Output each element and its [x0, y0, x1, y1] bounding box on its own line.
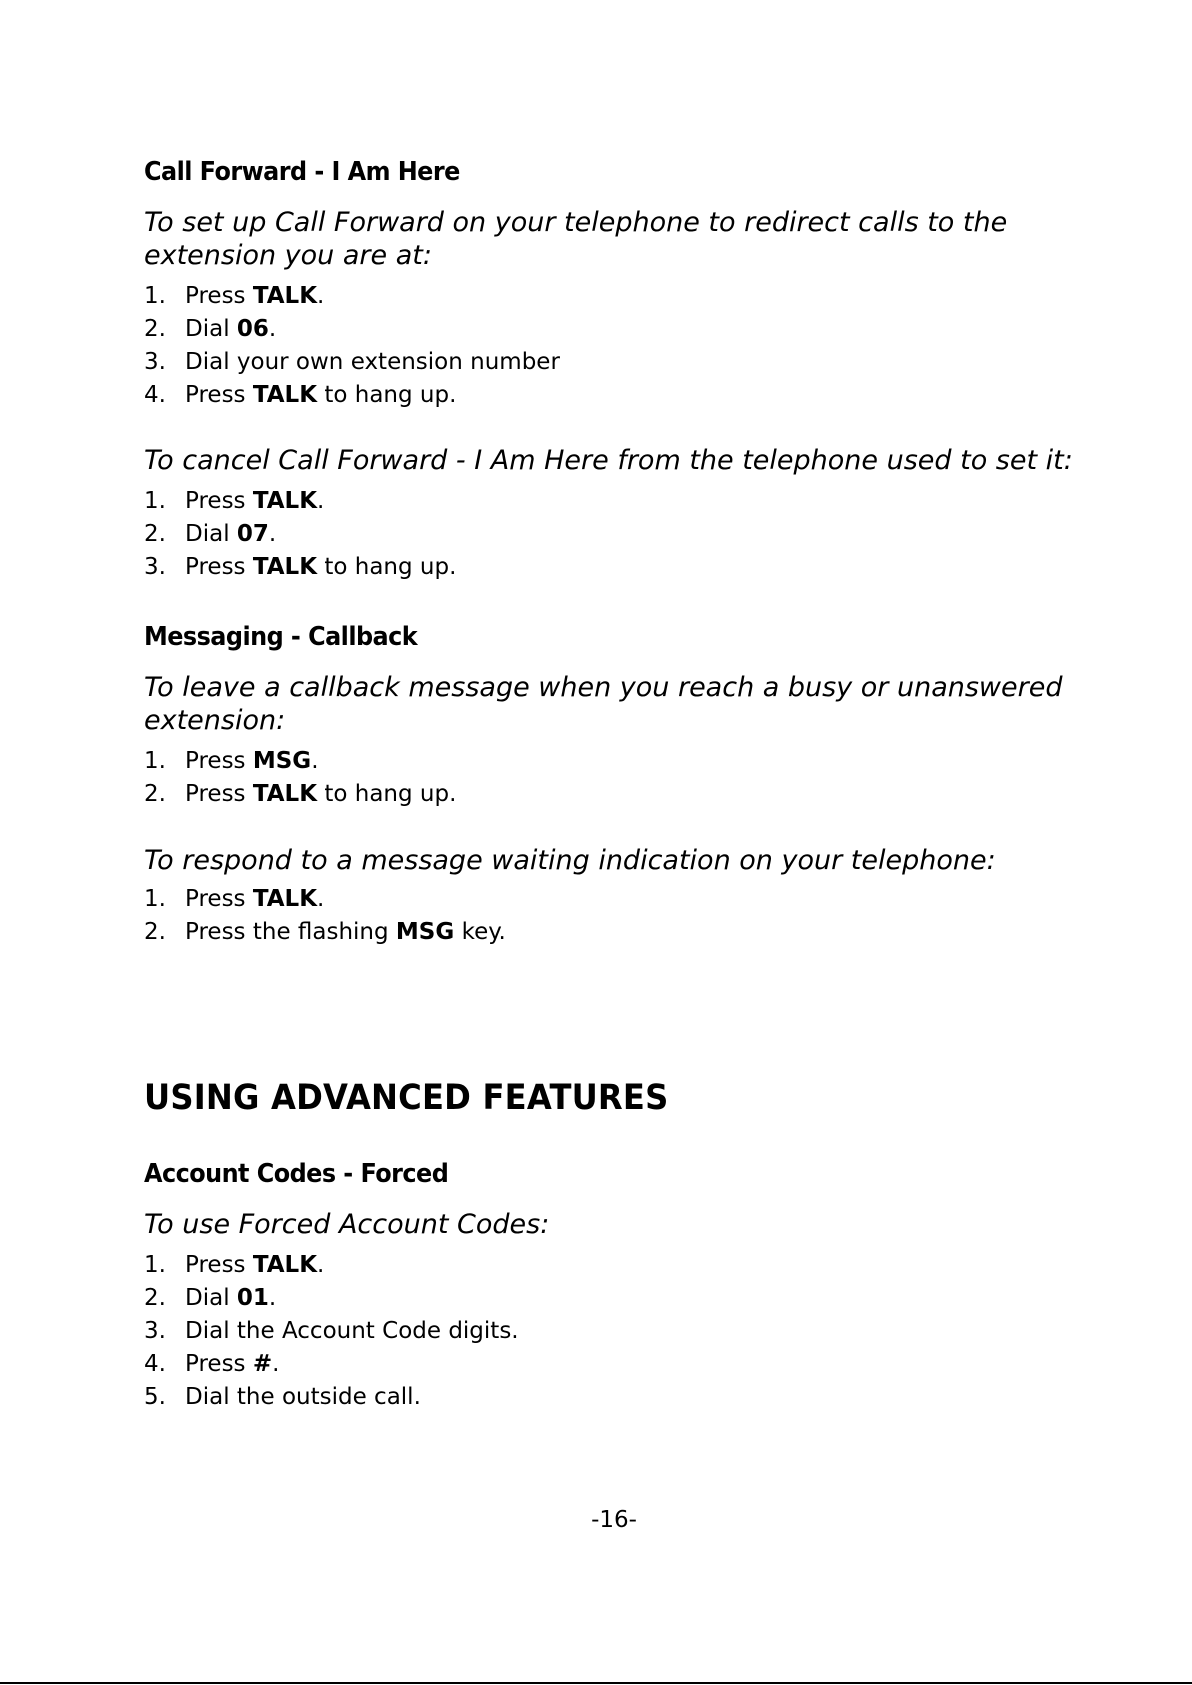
list-item: 3. Dial the Account Code digits.	[144, 1318, 519, 1344]
steps-set-call-forward	[144, 280, 560, 412]
list-item: 3. Dial your own extension number	[144, 349, 560, 375]
page-bottom-border	[0, 1682, 1192, 1684]
intro-respond-message: To respond to a message waiting indication on your telephone:	[144, 845, 996, 876]
list-item: 2. Dial 07.	[144, 521, 277, 547]
section-heading-call-forward: Call Forward - I Am Here	[144, 157, 460, 187]
section-heading-messaging-callback: Messaging - Callback	[144, 622, 418, 652]
list-item: 1. Press TALK.	[144, 1252, 325, 1278]
intro-cancel-call-forward: To cancel Call Forward - I Am Here from the telephone used to set it:	[144, 445, 1073, 476]
list-item: 1. Press MSG.	[144, 748, 319, 774]
list-item: 2. Press TALK to hang up.	[144, 781, 457, 807]
chapter-title: USING ADVANCED FEATURES	[144, 1078, 669, 1118]
list-item: 2. Press the flashing MSG key.	[144, 919, 506, 945]
intro-forced-account-codes: To use Forced Account Codes:	[144, 1209, 550, 1240]
list-item: 2. Dial 01.	[144, 1285, 277, 1311]
list-item: 1. Press TALK.	[144, 283, 325, 309]
steps-respond-message	[144, 883, 506, 949]
list-item: 3. Press TALK to hang up.	[144, 554, 457, 580]
list-item: 4. Press TALK to hang up.	[144, 382, 457, 408]
steps-forced-account-codes	[144, 1249, 519, 1414]
steps-leave-callback	[144, 745, 456, 811]
list-item: 5. Dial the outside call.	[144, 1384, 421, 1410]
intro-set-call-forward: To set up Call Forward on your telephone to redirect calls to the extension you are at:	[144, 207, 1008, 271]
steps-cancel-call-forward	[144, 485, 456, 584]
list-item: 1. Press TALK.	[144, 886, 325, 912]
list-item: 4. Press #.	[144, 1351, 280, 1377]
section-heading-account-codes: Account Codes - Forced	[144, 1159, 449, 1189]
intro-leave-callback: To leave a callback message when you reach a busy or unanswered extension:	[144, 672, 1063, 736]
page-number: -16-	[591, 1507, 637, 1533]
list-item: 1. Press TALK.	[144, 488, 325, 514]
list-item: 2. Dial 06.	[144, 316, 277, 342]
